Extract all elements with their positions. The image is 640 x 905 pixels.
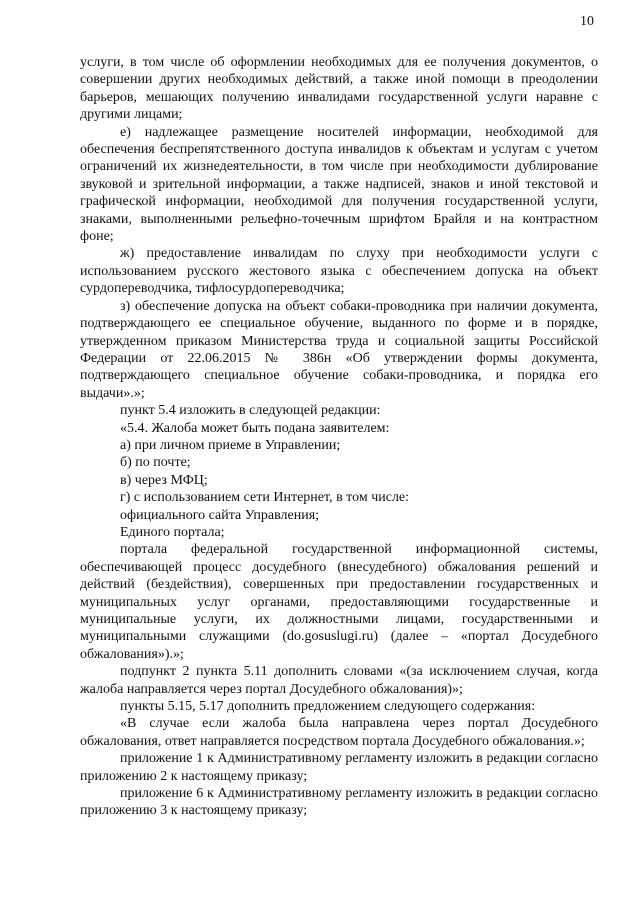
paragraph: официального сайта Управления; — [120, 507, 320, 523]
paragraph: услуги, в том числе об оформлении необходимых для ее получения документов, о совершении других необходимых действий, а также иной помощи в преодолении барьеров, мешающих получению инвалидами государственной услуги наравне с другими лицами; — [80, 55, 598, 123]
page-number: 10 — [580, 14, 594, 29]
paragraph: пункт 5.4 изложить в следующей редакции: — [120, 403, 381, 419]
paragraph: г) с использованием сети Интернет, в том числе: — [120, 490, 410, 506]
paragraph: б) по почте; — [120, 455, 191, 471]
paragraph: з) обеспечение допуска на объект собаки-проводника при наличии документа, подтверждающего ее специальное обучение, выданного по форме и в порядке, утвержденном приказом Министерства труда и социальной защиты Российской Федерации от 22.06.2015 № 386н «Об утверждении формы документа, подтверждающего специальное обучение собаки-проводника, и порядка его выдачи».»; — [80, 298, 598, 401]
paragraph: приложение 1 к Административному регламенту изложить в редакции согласно приложению 2 к настоящему приказу; — [80, 751, 598, 784]
paragraph: а) при личном приеме в Управлении; — [120, 437, 341, 453]
paragraph: «5.4. Жалоба может быть подана заявителем: — [120, 420, 390, 436]
paragraph: портала федеральной государственной информационной системы, обеспечивающей процесс досудебного (внесудебного) обжалования решений и действий (бездействия), совершенных при предоставлении государственных и муниципальных услуг органами, предоставляющими государственные и муниципальные услуги, их должностными лицами, государственными и муниципальными служащими (do.gosuslugi.ru) (далее – «портал Досудебного обжалования»).»; — [80, 542, 598, 662]
paragraph: «В случае если жалоба была направлена через портал Досудебного обжалования, ответ направляется посредством портала Досудебного обжалования.»; — [80, 716, 598, 749]
paragraph: в) через МФЦ; — [120, 472, 208, 488]
document-body — [80, 54, 598, 820]
paragraph: ж) предоставление инвалидам по слуху при необходимости услуги с использованием русского жестового языка с обеспечением допуска на объект сурдопереводчика, тифлосурдопереводчика; — [80, 246, 598, 297]
paragraph: Единого портала; — [120, 524, 225, 540]
paragraph: подпункт 2 пункта 5.11 дополнить словами «(за исключением случая, когда жалоба направляется через портал Досудебного обжалования)»; — [80, 664, 598, 697]
paragraph: е) надлежащее размещение носителей информации, необходимой для обеспечения беспрепятственного доступа инвалидов к объектам и услугам с учетом ограничений их жизнедеятельности, в том числе при необходимости дублирование звуковой и зрительной информации, а также надписей, знаков и иной текстовой и графической информации, необходимой для получения государственной услуги, знаками, выполненными рельефно-точечным шрифтом Брайля и на контрастном фоне; — [80, 124, 598, 245]
paragraph: пункты 5.15, 5.17 дополнить предложением следующего содержания: — [120, 699, 536, 715]
paragraph: приложение 6 к Административному регламенту изложить в редакции согласно приложению 3 к настоящему приказу; — [80, 786, 598, 819]
